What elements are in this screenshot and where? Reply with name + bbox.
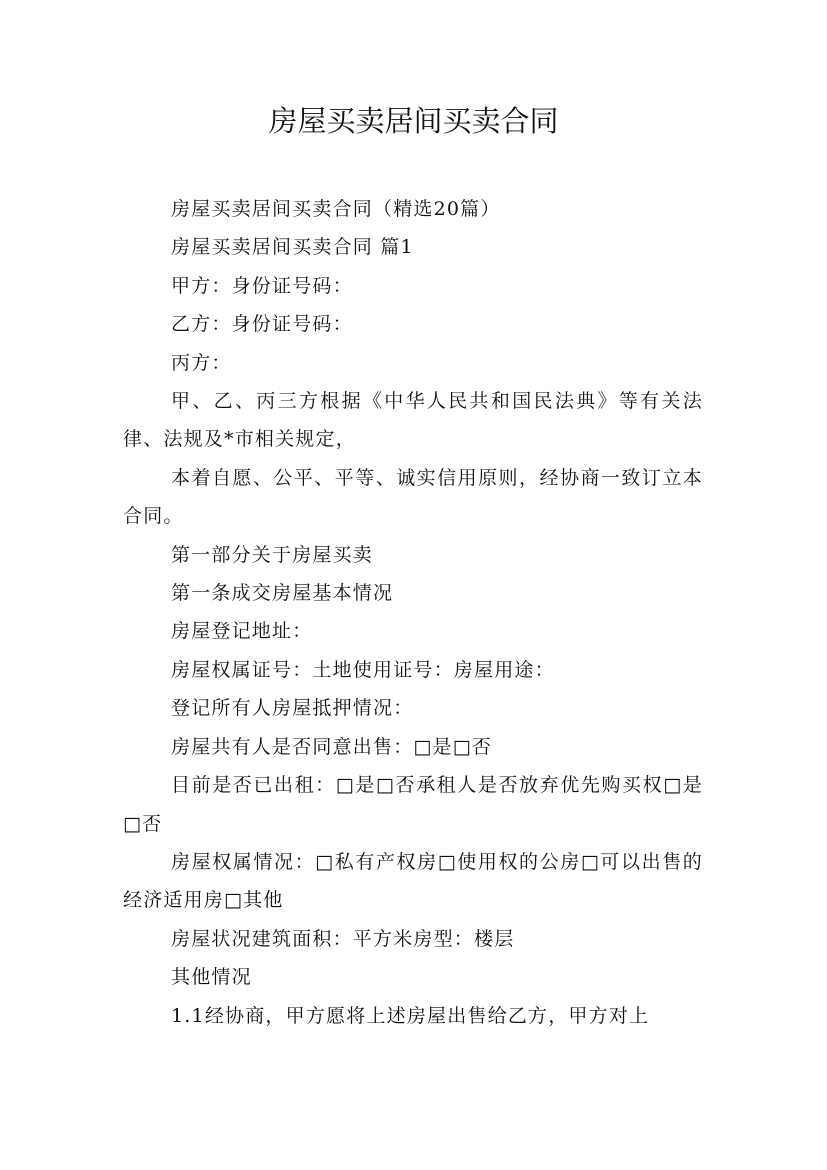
paragraph-ownership-type: 房屋权属情况：□私有产权房□使用权的公房□可以出售的经济适用房□其他	[123, 850, 703, 912]
paragraph-party-c: 丙方：	[171, 351, 232, 374]
paragraph-rental-status: 目前是否已出租：□是□否承租人是否放弃优先购买权□是□否	[123, 774, 703, 835]
document-body	[123, 190, 703, 1035]
paragraph-certificates: 房屋权属证号：土地使用证号：房屋用途：	[171, 658, 555, 681]
paragraph-article-heading: 房屋买卖居间买卖合同 篇1	[171, 236, 414, 259]
paragraph-address: 房屋登记地址：	[171, 620, 313, 643]
paragraph-co-owner-consent: 房屋共有人是否同意出售：□是□否	[171, 735, 493, 758]
paragraph-part-one: 第一部分关于房屋买卖	[171, 543, 374, 566]
document-title: 房屋买卖居间买卖合同	[268, 104, 559, 138]
paragraph-party-a: 甲方：身份证号码：	[171, 274, 353, 297]
paragraph-mortgage: 登记所有人房屋抵押情况：	[171, 697, 414, 720]
paragraph-clause-one: 第一条成交房屋基本情况	[171, 582, 394, 605]
paragraph-party-b: 乙方：身份证号码：	[171, 313, 353, 336]
paragraph-building-area: 房屋状况建筑面积：平方米房型：楼层	[171, 927, 515, 950]
paragraph-clause-1-1: 1.1经协商，甲方愿将上述房屋出售给乙方，甲方对上	[171, 1004, 650, 1027]
paragraph-legal-basis: 甲、乙、丙三方根据《中华人民共和国民法典》等有关法律、法规及*市相关规定，	[123, 390, 703, 451]
paragraph-subtitle: 房屋买卖居间买卖合同（精选20篇）	[171, 198, 501, 220]
paragraph-principles: 本着自愿、公平、平等、诚实信用原则，经协商一致订立本合同。	[123, 466, 703, 528]
paragraph-other: 其他情况	[171, 966, 252, 989]
